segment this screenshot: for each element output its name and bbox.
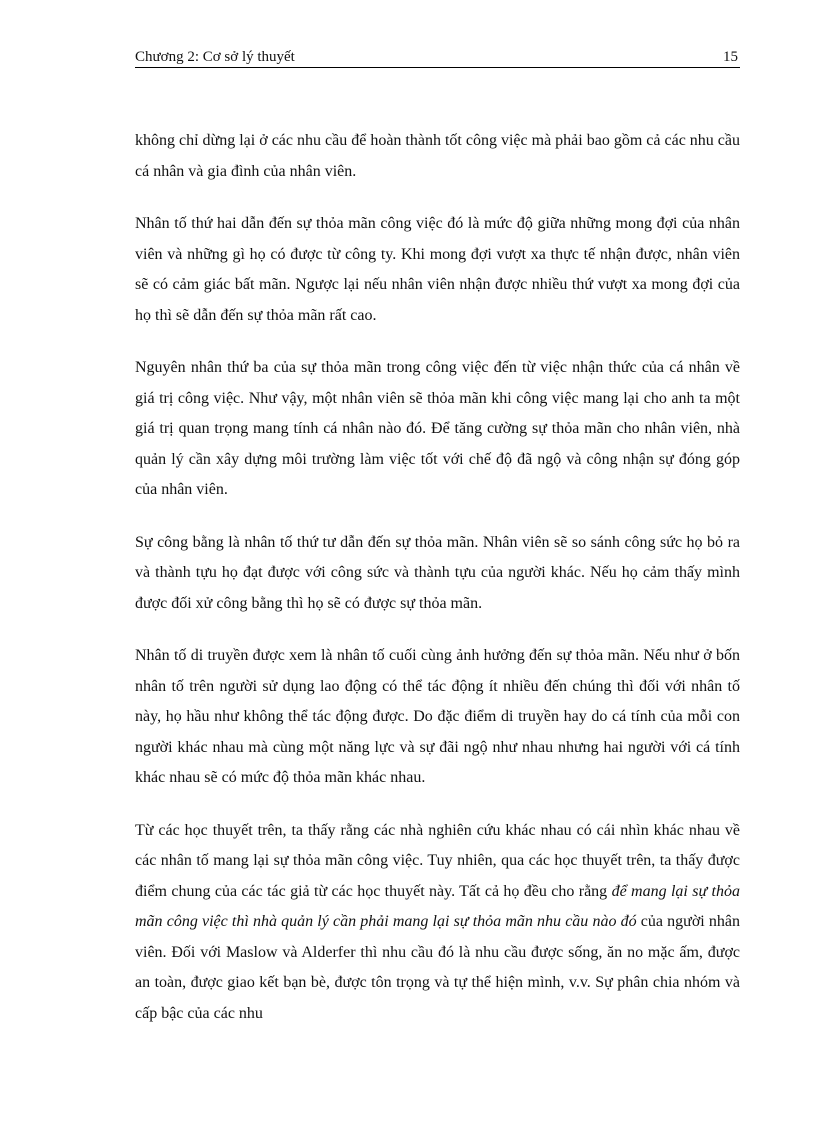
page-number: 15: [723, 49, 738, 65]
paragraph-3: Nguyên nhân thứ ba của sự thỏa mãn trong công việc đến từ việc nhận thức của cá nhân về giá trị công việc. Như vậy, một nhân viên sẽ thỏa mãn khi công việc mang lại cho anh ta một giá trị quan trọng mang tính cá nhân nào đó. Để tăng cường sự thỏa mãn cho nhân viên, nhà quản lý cần xây dựng môi trường làm việc tốt với chế độ đã ngộ và công nhận sự đóng góp của nhân viên.: [135, 359, 740, 498]
paragraph-4: Sự công bằng là nhân tố thứ tư dẫn đến sự thỏa mãn. Nhân viên sẽ so sánh công sức họ bỏ ra và thành tựu họ đạt được với công sức và thành tựu của người khác. Nếu họ cảm thấy mình được đối xử công bằng thì họ sẽ có được sự thỏa mãn.: [135, 533, 740, 612]
chapter-title: Chương 2: Cơ sở lý thuyết: [135, 49, 295, 65]
paragraph-6-end: của người nhân viên. Đối với Maslow và Alderfer thì nhu cầu đó là nhu cầu được sống, ăn no mặc ấm, được an toàn, được giao kết bạn bè, được tôn trọng và tự thể hiện mình, v.v. Sự phân chia nhóm và cấp bậc của các nhu: [135, 913, 741, 1022]
paragraph-5: Nhân tố di truyền được xem là nhân tố cuối cùng ảnh hưởng đến sự thỏa mãn. Nếu như ở bốn nhân tố trên người sử dụng lao động có thể tác động ít nhiều đến chúng thì đối với nhân tố này, họ hầu như không thể tác động được. Do đặc điểm di truyền hay do cá tính của mỗi con người khác nhau mà cùng một năng lực và sự đãi ngộ như nhau nhưng hai người với cá tính khác nhau sẽ có mức độ thỏa mãn khác nhau.: [135, 647, 740, 786]
paragraph-6-italic: để mang lại sự thỏa mãn công việc thì nhà quản lý cần phải mang lại sự thỏa mãn nhu cầu nào đó: [135, 882, 740, 930]
paragraph-1: không chỉ dừng lại ở các nhu cầu để hoàn thành tốt công việc mà phải bao gồm cả các nhu cầu cá nhân và gia đình của nhân viên.: [135, 132, 740, 180]
page-header: [135, 47, 740, 68]
body-text: [135, 126, 740, 1051]
paragraph-6: [135, 816, 740, 1030]
paragraph-6-start: Từ các học thuyết trên, ta thấy rằng các nhà nghiên cứu khác nhau có cái nhìn khác nhau về các nhân tố mang lại sự thỏa mãn công việc. Tuy nhiên, qua các học thuyết trên, ta thấy được điểm chung của các tác giả từ các học thuyết này. Tất cả họ đều cho rằng: [135, 821, 740, 900]
paragraph-2: Nhân tố thứ hai dẫn đến sự thỏa mãn công việc đó là mức độ giữa những mong đợi của nhân viên và những gì họ có được từ công ty. Khi mong đợi vượt xa thực tế nhận được, nhân viên sẽ có cảm giác bất mãn. Ngược lại nếu nhân viên nhận được nhiều thứ vượt xa mong đợi của họ thì sẽ dẫn đến sự thỏa mãn rất cao.: [135, 215, 740, 324]
